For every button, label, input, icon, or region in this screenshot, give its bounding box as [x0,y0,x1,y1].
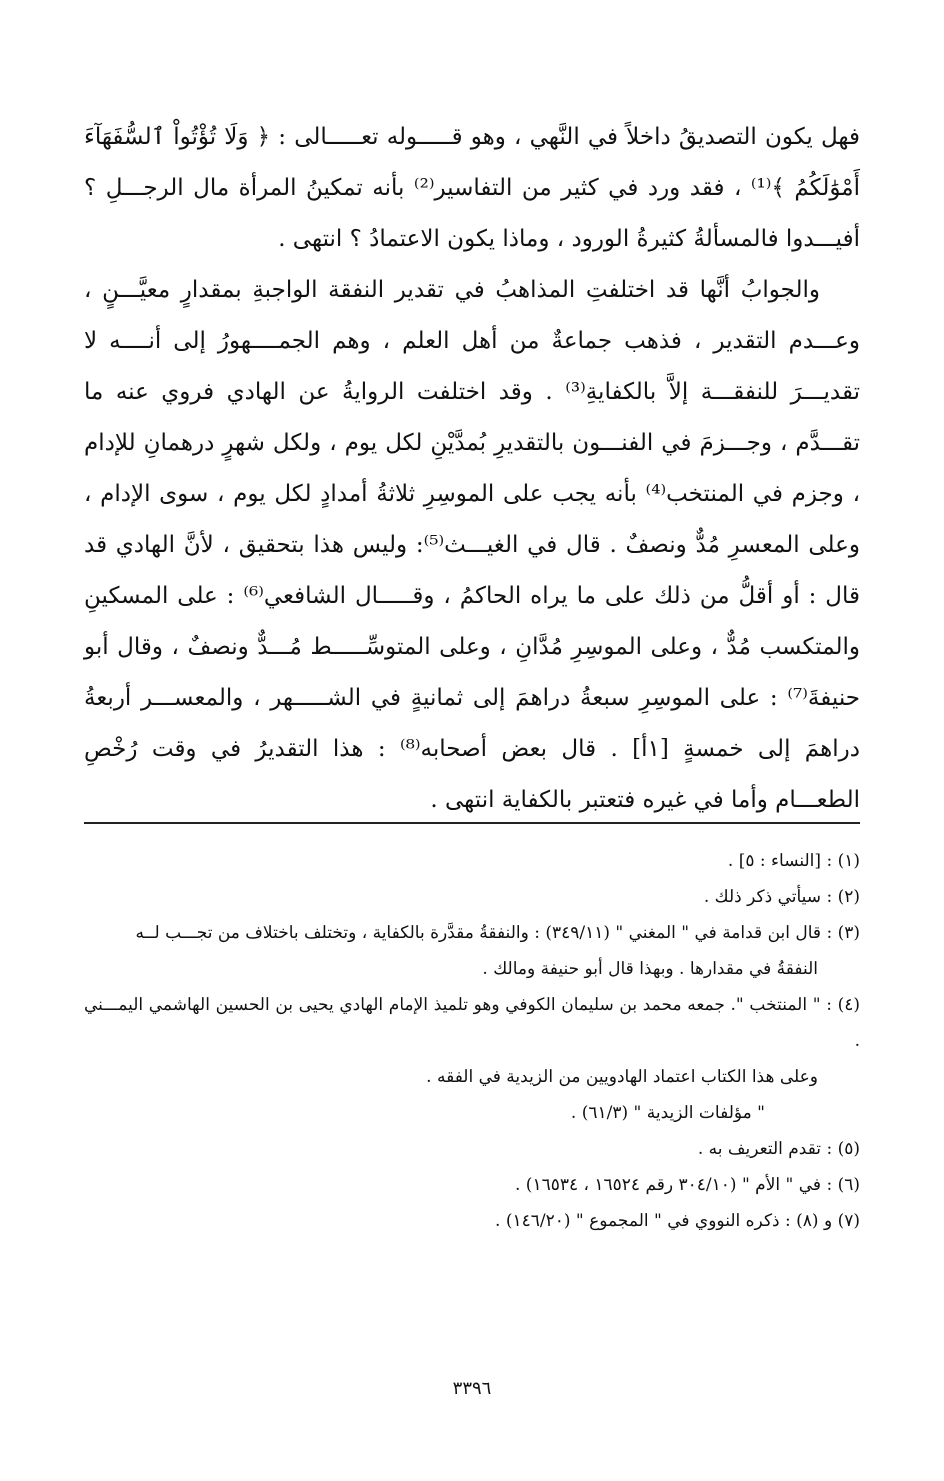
footnotes [84,843,860,1239]
footnote-7-8: (٧) و (٨) : ذكره النووي في " المجموع " (١٤٦/٢٠) . [495,1211,860,1231]
paragraph-question: فهل يكون التصديقُ داخلاً في النَّهي ، وهو قـــــوله تعـــــالى : ﴿ وَلَا تُؤْتُواْ ٱلسُّفَهَآءَ أَمْوَٰلَكُمُ ﴾⁽¹⁾ ، فقد ورد في كثير من التفاسير⁽²⁾ بأنه تمكينُ المرأة مال الرجـــلِ ؟ أفيـــدوا فالمسألةُ كثيرةُ الورود ، وماذا يكون الاعتمادُ ؟ انتهى . [84,124,860,252]
footnote-4 [84,987,860,1131]
footnote-1: (١) : [النساء : ٥] . [727,851,860,871]
footnote-separator [84,822,860,824]
footnote-6: (٦) : في " الأم " (٣٠٤/١٠ رقم ١٦٥٢٤ ، ١٦٥٣٤) . [515,1175,860,1195]
page-number: ٣٣٩٦ [452,1378,492,1399]
footnote-4-line-3: " مؤلفات الزيدية " (٦١/٣) . [570,1103,765,1123]
footnote-5: (٥) : تقدم التعريف به . [697,1139,860,1159]
paragraph-answer: والجوابُ أنَّها قد اختلفتِ المذاهبُ في تقدير النفقة الواجبةِ بمقدارٍ معيَّـــنٍ ، وعـــدم التقدير ، فذهب جماعةٌ من أهل العلم ، وهم الجمــــهورُ إلى أنــــه لا تقديـــرَ للنفقـــة إلاَّ بالكفايةِ⁽³⁾ . وقد اختلفت الروايةُ عن الهادي فروي عنه ما تقـــدَّم ، وجـــزمَ في الفنـــون بالتقديرِ بُمدَّيْنِ لكل يوم ، ولكل شهرٍ درهمانِ للإدام ، وجزم في المنتخب⁽⁴⁾ بأنه يجب على الموسِرِ ثلاثةُ أمدادٍ لكل يوم ، سوى الإدام ، وعلى المعسرِ مُدٌّ ونصفٌ . قال في الغيـــث⁽⁵⁾: وليس هذا بتحقيق ، لأنَّ الهادي قد قال : أو أقلُّ من ذلك على ما يراه الحاكمُ ، وقـــــال الشافعي⁽⁶⁾ : على المسكينِ والمتكسب مُدٌّ ، وعلى الموسِرِ مُدَّانِ ، وعلى المتوسِّـــــط مُـــدٌّ ونصفٌ ، وقال أبو حنيفةَ⁽⁷⁾ : على الموسِرِ سبعةُ دراهمَ إلى ثمانيةٍ في الشـــــهر ، والمعســـر أربعةُ دراهمَ إلى خمسةٍ [١أ] . قال بعض أصحابه⁽⁸⁾ : هذا التقديرُ في وقت رُخْصِ الطعـــام وأما في غيره فتعتبر بالكفاية انتهى . [84,277,860,813]
footnote-4-line-1: (٤) : " المنتخب ". جمعه محمد بن سليمان الكوفي وهو تلميذ الإمام الهادي يحيى بن الحسين الهاشمي اليمـــني . [84,995,860,1051]
footnote-2: (٢) : سيأتي ذكر ذلك . [703,887,860,907]
footnote-4-line-2: وعلى هذا الكتاب اعتماد الهادويين من الزيدية في الفقه . [426,1067,818,1087]
footnote-3-line-1: (٣) : قال ابن قدامة في " المغني " (٣٤٩/١١) : والنفقةُ مقدَّرة بالكفاية ، وتختلف باختلاف من تجـــب لــه [135,923,860,943]
footnote-3 [84,915,860,987]
main-text [84,112,860,826]
footnote-3-line-2: النفقةُ في مقدارها . وبهذا قال أبو حنيفة ومالك . [482,959,818,979]
